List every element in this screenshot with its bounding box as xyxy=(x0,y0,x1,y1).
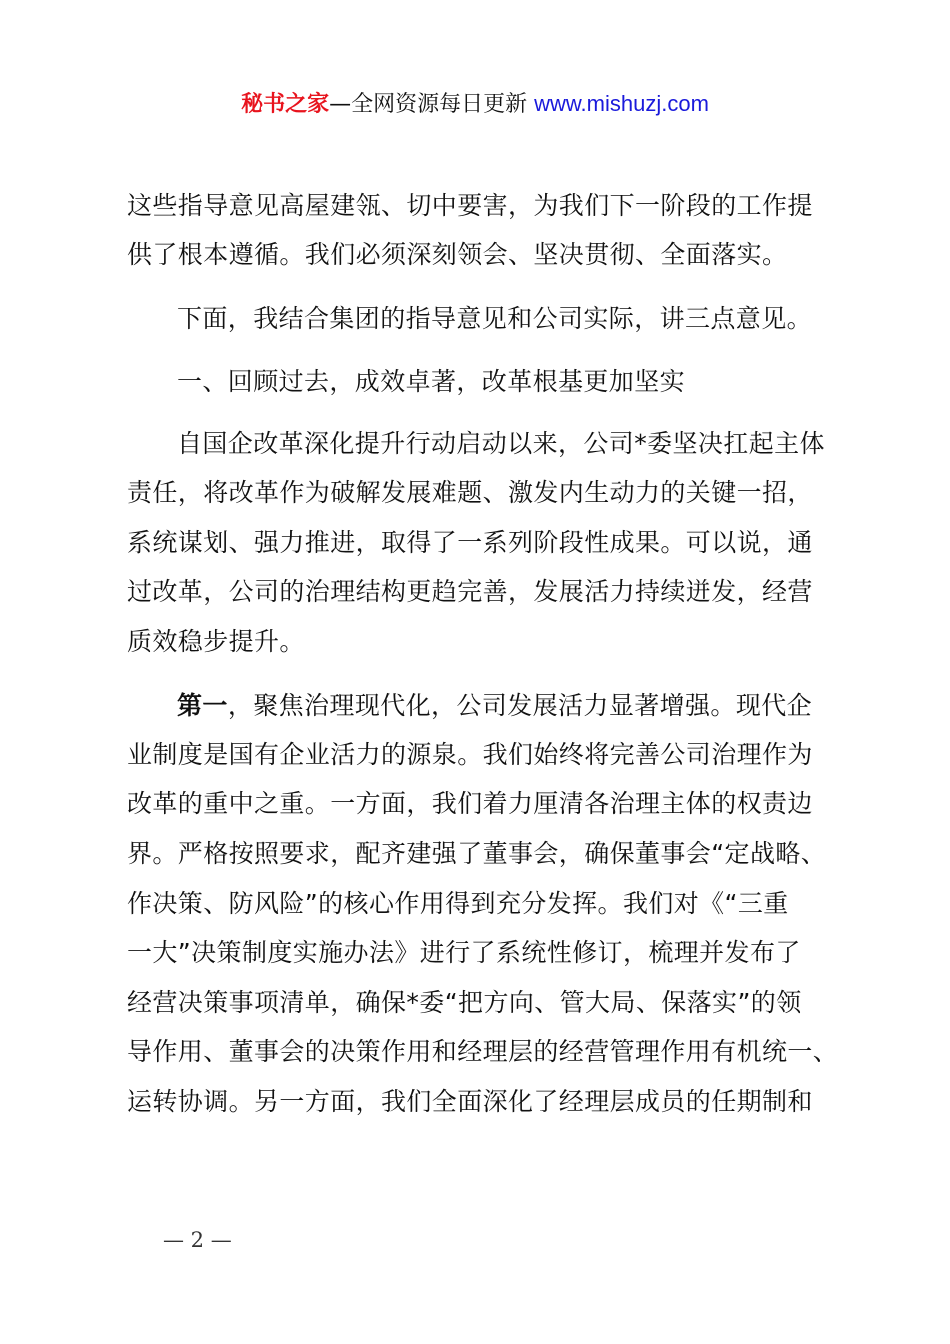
body-line: 质效稳步提升。 xyxy=(127,627,305,656)
body-line: 供了根本遵循。我们必须深刻领会、坚决贯彻、全面落实。 xyxy=(127,240,788,269)
body-line: 业制度是国有企业活力的源泉。我们始终将完善公司治理作为 xyxy=(127,740,813,769)
body-line: 系统谋划、强力推进，取得了一系列阶段性成果。可以说，通 xyxy=(127,528,813,557)
body-line: 下面，我结合集团的指导意见和公司实际，讲三点意见。 xyxy=(177,304,813,333)
body-line xyxy=(177,688,812,724)
body-line-text: ，聚焦治理现代化，公司发展活力显著增强。现代企 xyxy=(227,691,813,720)
body-line: 责任，将改革作为破解发展难题、激发内生动力的关键一招， xyxy=(127,478,813,507)
site-header xyxy=(0,88,950,121)
header-slogan: —全网资源每日更新 xyxy=(329,92,535,117)
section-heading: 一、回顾过去，成效卓著，改革根基更加坚实 xyxy=(177,367,686,396)
body-line: 过改革，公司的治理结构更趋完善，发展活力持续迸发，经营 xyxy=(127,577,813,606)
site-url-link[interactable]: www.mishuzj.com xyxy=(534,91,709,116)
body-line: 作决策、防风险”的核心作用得到充分发挥。我们对《“三重 xyxy=(127,889,789,918)
body-line: 改革的重中之重。一方面，我们着力厘清各治理主体的权责边 xyxy=(127,789,813,818)
body-line: 自国企改革深化提升行动启动以来，公司*委坚决扛起主体 xyxy=(177,429,825,458)
body-line: 导作用、董事会的决策作用和经理层的经营管理作用有机统一、 xyxy=(127,1037,839,1066)
body-line: 界。严格按照要求，配齐建强了董事会，确保董事会“定战略、 xyxy=(127,839,827,868)
body-line: 经营决策事项清单，确保*委“把方向、管大局、保落实”的领 xyxy=(127,988,802,1017)
brand-name: 秘书之家 xyxy=(241,92,330,117)
body-line: 这些指导意见高屋建瓴、切中要害，为我们下一阶段的工作提 xyxy=(127,191,813,220)
emphasis-first: 第一 xyxy=(177,691,228,720)
body-line: 一大”决策制度实施办法》进行了系统性修订，梳理并发布了 xyxy=(127,938,801,967)
page-number: — 2 — xyxy=(163,1228,232,1252)
body-line: 运转协调。另一方面，我们全面深化了经理层成员的任期制和 xyxy=(127,1087,813,1116)
